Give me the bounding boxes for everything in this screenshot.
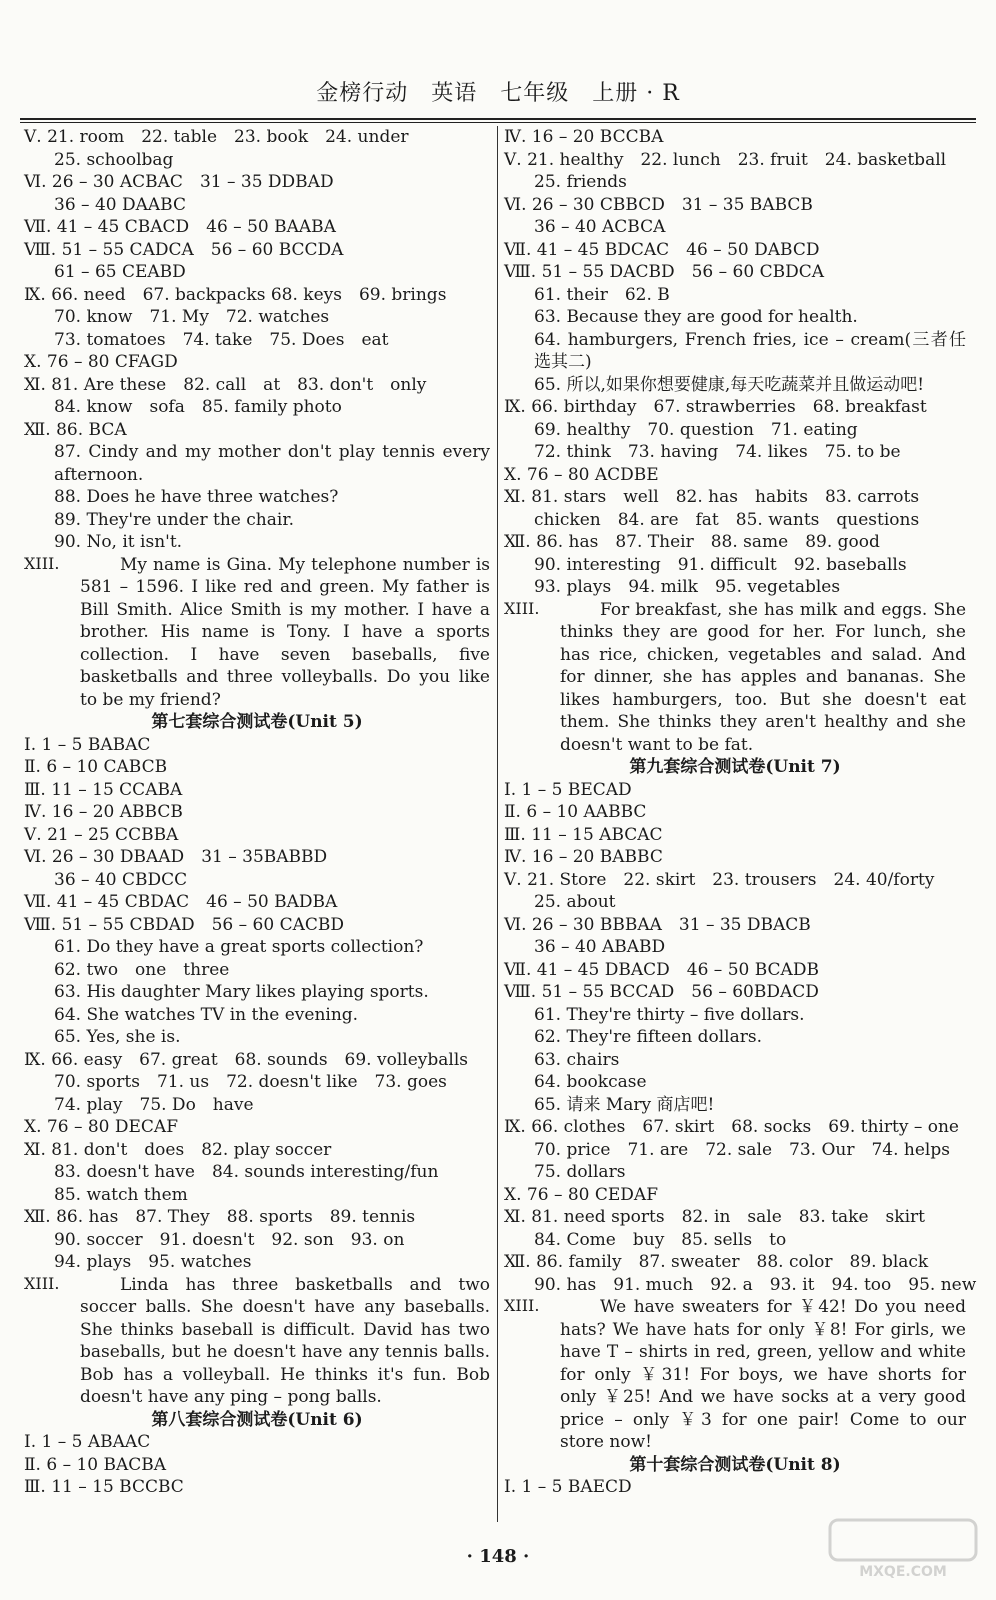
- answer-line: Ⅷ. 51 – 55 CBDAD 56 – 60 CACBD: [24, 914, 344, 935]
- answer-line: 84. know sofa 85. family photo: [54, 397, 342, 417]
- answer-line: Ⅷ. 51 – 55 CADCA 56 – 60 BCCDA: [24, 239, 344, 260]
- answer-block: [504, 779, 977, 1297]
- answer-line: Ⅶ. 41 – 45 DBACD 46 – 50 BCADB: [504, 959, 819, 980]
- section-label: XIII.: [24, 1273, 60, 1293]
- answer-line: 94. plays 95. watches: [54, 1252, 252, 1272]
- answer-line: Ⅴ. 21 – 25 CCBBA: [24, 824, 179, 845]
- answer-block: [504, 126, 966, 329]
- answer-line: 64. bookcase: [534, 1072, 647, 1092]
- answer-line: 90. has 91. much 92. a 93. it 94. too 95. new: [534, 1274, 977, 1295]
- answer-line: 62. They're fifteen dollars.: [534, 1027, 762, 1047]
- answer-line: 61. Do they have a great sports collection?: [54, 937, 424, 957]
- answer-line: 73. tomatoes 74. take 75. Does eat: [54, 329, 389, 350]
- answer-line: Ⅱ. 6 – 10 CABCB: [24, 757, 168, 777]
- answer-line: Ⅹ. 76 – 80 CEDAF: [504, 1184, 659, 1205]
- answer-87: 87. Cindy and my mother don't play tennis every afternoon.: [54, 442, 490, 485]
- answer-line: Ⅺ. 81. need sports 82. in sale 83. take skirt: [504, 1207, 925, 1227]
- section-label: XIII.: [504, 1296, 540, 1315]
- answer-line: Ⅱ. 6 – 10 BACBA: [24, 1454, 167, 1475]
- page-header: 金榜行动 英语 七年级 上册 · R: [316, 81, 680, 106]
- answer-line: 63. Because they are good for health.: [534, 307, 858, 327]
- answer-line: 69. healthy 70. question 71. eating: [534, 419, 858, 440]
- watermark-logo: [828, 1518, 978, 1582]
- answer-line: Ⅳ. 16 – 20 BABBC: [504, 847, 663, 867]
- answer-line: 63. chairs: [534, 1049, 620, 1070]
- answer-line: 89. They're under the chair.: [54, 509, 294, 530]
- answer-block: [24, 1431, 490, 1499]
- answer-line: Ⅺ. 81. stars well 82. has habits 83. carrots: [504, 487, 920, 507]
- column-divider: [497, 126, 498, 1522]
- answer-line: 36 – 40 ABABD: [534, 937, 666, 957]
- answer-line: Ⅺ. 81. Are these 82. call at 83. don't only: [24, 374, 427, 395]
- writing-text: We have sweaters for ￥42! Do you need hats? We have hats for only ￥8! For girls, we have T – shirts in red, green, yellow and white for only ￥31! For boys, we have shorts for only ￥25! And we have socks at a very good price – only ￥3 for one pair! Come to our store now!: [560, 1297, 966, 1452]
- section-label: XIII.: [504, 598, 540, 618]
- answer-line: Ⅴ. 21. healthy 22. lunch 23. fruit 24. basketball: [504, 149, 947, 170]
- answer-block: [24, 126, 490, 441]
- answer-65: 65. 所以,如果你想要健康,每天吃蔬菜并且做运动吧!: [534, 374, 925, 395]
- section-title: 第九套综合测试卷(Unit 7): [629, 757, 841, 777]
- answer-line: 65. 请来 Mary 商店吧!: [534, 1094, 715, 1115]
- answer-line: 63. His daughter Mary likes playing sports.: [54, 982, 429, 1002]
- answer-line: Ⅹ. 76 – 80 ACDBE: [504, 464, 659, 485]
- answer-line: 90. No, it isn't.: [54, 532, 183, 552]
- answer-line: 25. schoolbag: [54, 149, 174, 170]
- answer-line: 72. think 73. having 74. likes 75. to be: [534, 442, 901, 462]
- answer-line: Ⅳ. 16 – 20 BCCBA: [504, 127, 664, 147]
- section-label: XIII.: [24, 553, 60, 573]
- answer-line: 64. She watches TV in the evening.: [54, 1004, 359, 1025]
- answer-line: Ⅷ. 51 – 55 BCCAD 56 – 60BDACD: [504, 982, 819, 1002]
- section-title: 第七套综合测试卷(Unit 5): [151, 712, 363, 732]
- answer-line: Ⅲ. 11 – 15 ABCAC: [504, 824, 663, 845]
- answer-block: [24, 734, 490, 1274]
- answer-line: 25. friends: [534, 172, 627, 192]
- left-column: [24, 126, 490, 1499]
- writing-text: For breakfast, she has milk and eggs. She thinks they are good for her. For lunch, she has rice, chicken, vegetables and salad. And for dinner, she has apples and bananas. She likes hamburgers, too. But she doesn't eat them. She thinks they aren't healthy and she doesn't want to be fat.: [560, 599, 966, 755]
- answer-line: Ⅴ. 21. room 22. table 23. book 24. under: [24, 127, 409, 147]
- answer-line: Ⅰ. 1 – 5 BECAD: [504, 779, 632, 800]
- answer-line: 83. doesn't have 84. sounds interesting/fun: [54, 1162, 439, 1182]
- writing-answer: [24, 554, 490, 712]
- answer-line: 36 – 40 ACBCA: [534, 217, 666, 237]
- answer-line: Ⅻ. 86. family 87. sweater 88. color 89. black: [504, 1252, 929, 1272]
- answer-line: Ⅵ. 26 – 30 ACBAC 31 – 35 DDBAD: [24, 172, 334, 192]
- answer-line: Ⅵ. 26 – 30 BBBAA 31 – 35 DBACB: [504, 914, 811, 935]
- answer-line: Ⅶ. 41 – 45 CBACD 46 – 50 BAABA: [24, 217, 336, 237]
- right-column: [504, 126, 977, 1499]
- watermark-text: MXQE.COM: [859, 1564, 947, 1580]
- answer-line: 74. play 75. Do have: [54, 1094, 254, 1115]
- answer-line: 84. Come buy 85. sells to: [534, 1229, 787, 1250]
- answer-line: 93. plays 94. milk 95. vegetables: [534, 577, 841, 597]
- answer-line: Ⅸ. 66. birthday 67. strawberries 68. breakfast: [504, 397, 927, 417]
- answer-block: [504, 1476, 966, 1499]
- answer-line: 61. They're thirty – five dollars.: [534, 1004, 805, 1025]
- answer-line: Ⅸ. 66. clothes 67. skirt 68. socks 69. thirty – one: [504, 1117, 959, 1137]
- answer-line: Ⅷ. 51 – 55 DACBD 56 – 60 CBDCA: [504, 262, 824, 282]
- answer-line: Ⅻ. 86. has 87. Their 88. same 89. good: [504, 532, 880, 552]
- answer-line: Ⅵ. 26 – 30 CBBCD 31 – 35 BABCB: [504, 194, 813, 215]
- answer-line: Ⅱ. 6 – 10 AABBC: [504, 802, 647, 822]
- answer-line: 36 – 40 DAABC: [54, 194, 186, 215]
- answer-line: Ⅻ. 86. BCA: [24, 419, 127, 440]
- header-rule-thin: [20, 122, 976, 123]
- writing-answer: [504, 599, 966, 757]
- answer-line: Ⅹ. 76 – 80 CFAGD: [24, 352, 178, 372]
- answer-line: 25. about: [534, 892, 616, 912]
- page-number: · 148 ·: [466, 1546, 530, 1567]
- answer-line: 88. Does he have three watches?: [54, 487, 339, 507]
- answer-line: 85. watch them: [54, 1184, 188, 1205]
- answer-line: Ⅵ. 26 – 30 DBAAD 31 – 35BABBD: [24, 847, 328, 867]
- answer-line: 61. their 62. B: [534, 284, 670, 305]
- answer-line: 90. soccer 91. doesn't 92. son 93. on: [54, 1229, 405, 1250]
- section-title: 第十套综合测试卷(Unit 8): [629, 1454, 841, 1475]
- answer-line: 36 – 40 CBDCC: [54, 869, 188, 890]
- answer-line: Ⅶ. 41 – 45 CBDAC 46 – 50 BADBA: [24, 892, 338, 912]
- answer-line: 61 – 65 CEABD: [54, 262, 186, 282]
- answer-line: Ⅲ. 11 – 15 BCCBC: [24, 1477, 184, 1497]
- answer-line: 75. dollars: [534, 1162, 626, 1182]
- answer-line: Ⅶ. 41 – 45 BDCAC 46 – 50 DABCD: [504, 239, 820, 260]
- writing-answer: [24, 1274, 490, 1409]
- writing-text: Linda has three basketballs and two soccer balls. She doesn't have any baseballs. She thinks baseball is difficult. David has two baseballs, but he doesn't have any tennis balls. Bob has a volleyball. He thinks it's fun. Bob doesn't have any ping – pong balls.: [80, 1274, 490, 1407]
- header-rule: [20, 118, 976, 120]
- answer-line: Ⅻ. 86. has 87. They 88. sports 89. tennis: [24, 1207, 416, 1227]
- answer-line: Ⅺ. 81. don't does 82. play soccer: [24, 1139, 332, 1160]
- answer-line: 62. two one three: [54, 959, 230, 980]
- answer-line: chicken 84. are fat 85. wants questions: [534, 509, 920, 530]
- writing-answer: [504, 1296, 966, 1454]
- writing-text: My name is Gina. My telephone number is 581 – 1596. I like red and green. My father is Bill Smith. Alice Smith is my mother. I have a brother. His name is Tony. I have a sports collection. I have seven baseballs, five basketballs and three volleyballs. Do you like to be my friend?: [80, 554, 490, 710]
- answer-64: 64. hamburgers, French fries, ice – cream(三者任选其二): [534, 329, 966, 372]
- answer-line: 90. interesting 91. difficult 92. baseballs: [534, 554, 907, 575]
- answer-line: Ⅳ. 16 – 20 ABBCB: [24, 802, 183, 822]
- section-title: 第八套综合测试卷(Unit 6): [151, 1409, 363, 1430]
- answer-line: Ⅲ. 11 – 15 CCABA: [24, 779, 183, 800]
- answer-line: Ⅴ. 21. Store 22. skirt 23. trousers 24. 40/forty: [504, 869, 935, 890]
- answer-line: Ⅰ. 1 – 5 BAECD: [504, 1477, 632, 1497]
- answer-line: Ⅰ. 1 – 5 ABAAC: [24, 1432, 151, 1452]
- answer-line: Ⅸ. 66. easy 67. great 68. sounds 69. volleyballs: [24, 1049, 468, 1070]
- answer-line: 70. price 71. are 72. sale 73. Our 74. helps: [534, 1139, 950, 1160]
- answer-line: Ⅰ. 1 – 5 BABAC: [24, 734, 151, 755]
- answer-line: Ⅸ. 66. need 67. backpacks 68. keys 69. brings: [24, 284, 447, 305]
- answer-line: 65. Yes, she is.: [54, 1027, 181, 1047]
- answer-line: 70. know 71. My 72. watches: [54, 307, 330, 327]
- answer-block: [24, 486, 490, 554]
- answer-line: Ⅹ. 76 – 80 DECAF: [24, 1117, 179, 1137]
- answer-line: 70. sports 71. us 72. doesn't like 73. goes: [54, 1072, 447, 1092]
- answer-block: [504, 396, 966, 599]
